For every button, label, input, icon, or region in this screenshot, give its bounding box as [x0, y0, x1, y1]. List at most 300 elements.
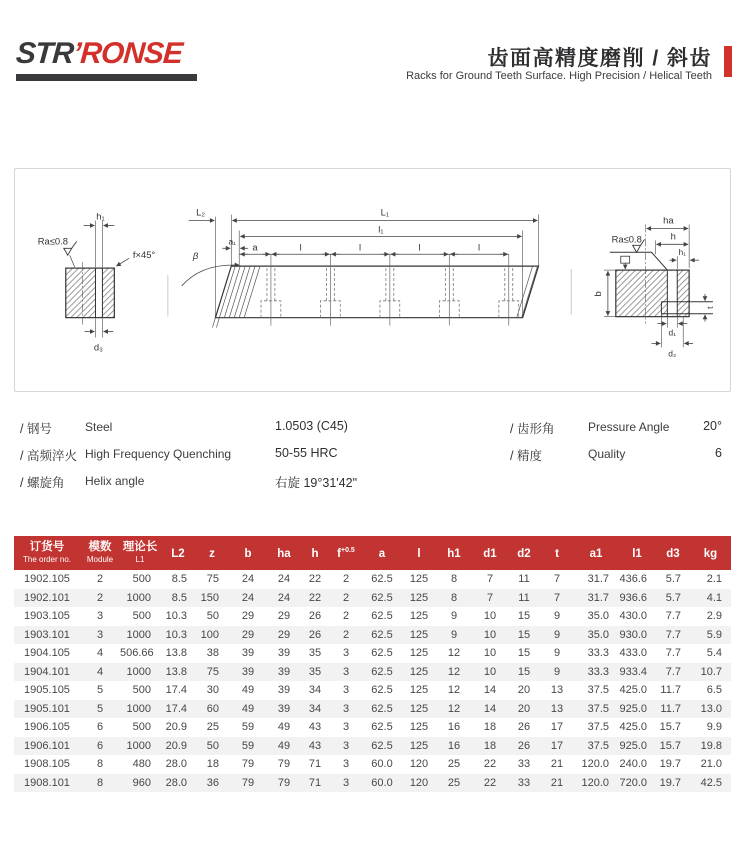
table-cell: 21.0: [700, 758, 722, 771]
table-cell: 38: [206, 647, 219, 660]
table-row: [14, 644, 731, 663]
table-cell: 425.0: [619, 721, 647, 734]
table-cell: 15: [517, 628, 531, 641]
table-cell: 71: [308, 758, 322, 771]
table-cell: 43: [308, 739, 322, 752]
table-cell: 49: [241, 702, 255, 715]
dim-d1-label: d₁: [668, 327, 677, 338]
table-cell: 35: [308, 647, 322, 660]
table-cell: 75: [206, 573, 219, 586]
table-cell: 13: [550, 684, 564, 697]
spec-helix-value: 右旋 19°31'42": [275, 476, 358, 490]
technical-drawing-panel: [14, 168, 731, 392]
column-header: L2: [160, 536, 196, 570]
table-cell: 2: [342, 573, 350, 586]
table-cell: 50: [206, 610, 219, 623]
column-header: l: [402, 536, 436, 570]
table-cell: 936.6: [619, 591, 647, 604]
table-cell: 19.8: [700, 739, 722, 752]
column-header: 理论长 L1: [120, 536, 160, 570]
table-cell: 5.4: [706, 647, 722, 660]
table-cell: 9: [553, 647, 561, 660]
table-cell: 240.0: [619, 758, 647, 771]
table-cell: 3: [342, 776, 350, 789]
table-cell: 60.0: [371, 776, 393, 789]
table-cell: 120.0: [581, 758, 609, 771]
table-cell: 62.5: [371, 684, 393, 697]
table-row: [14, 718, 731, 737]
table-cell: 71: [308, 776, 322, 789]
logo-wordmark: [15, 37, 198, 71]
table-cell: 20.9: [165, 739, 187, 752]
table-cell: 5: [96, 702, 104, 715]
table-cell: 37.5: [587, 739, 609, 752]
table-cell: 60.0: [371, 758, 393, 771]
table-cell: 14: [483, 684, 497, 697]
table-cell: 15: [517, 665, 531, 678]
table-cell: 2: [96, 573, 104, 586]
table-cell: 4: [96, 647, 104, 660]
table-cell: 8: [96, 776, 104, 789]
spec-quench-zh: / 高频淬火: [20, 449, 77, 463]
table-cell: 960: [132, 776, 151, 789]
table-cell: 25: [447, 776, 461, 789]
table-cell: 1902.105: [24, 573, 70, 586]
table-cell: 10.3: [165, 628, 187, 641]
right-section-view: [592, 215, 715, 359]
table-cell: 5.7: [665, 573, 681, 586]
table-cell: 5.9: [706, 628, 722, 641]
spec-helix-en: Helix angle: [85, 474, 145, 488]
table-cell: 150: [200, 591, 219, 604]
table-cell: 20: [517, 684, 531, 697]
column-header: kg: [690, 536, 731, 570]
table-cell: 36: [206, 776, 219, 789]
table-cell: 79: [241, 758, 255, 771]
dim-f45-label: f×45°: [132, 249, 156, 261]
table-cell: 1000: [126, 628, 151, 641]
table-row: [14, 607, 731, 626]
table-cell: 13: [550, 702, 564, 715]
table-cell: 62.5: [371, 702, 393, 715]
table-cell: 62.5: [371, 610, 393, 623]
table-cell: 1906.105: [24, 721, 70, 734]
table-cell: 12: [447, 702, 461, 715]
table-cell: 9.9: [706, 721, 722, 734]
table-cell: 3: [342, 665, 350, 678]
spec-quality-zh: / 精度: [510, 449, 542, 463]
spec-angle-zh: / 齿形角: [510, 422, 555, 436]
dim-l1-label: l₁: [378, 223, 384, 235]
table-cell: 17: [550, 721, 564, 734]
table-cell: 31.7: [587, 573, 609, 586]
table-cell: 62.5: [371, 591, 393, 604]
table-cell: 1905.105: [24, 684, 70, 697]
column-header: 模数 Module: [80, 536, 120, 570]
table-cell: 125: [409, 721, 429, 734]
table-cell: 8.5: [171, 573, 187, 586]
table-cell: 79: [277, 758, 291, 771]
table-cell: 925.0: [619, 702, 647, 715]
spec-steel-en: Steel: [85, 420, 113, 434]
table-cell: 1904.101: [24, 665, 70, 678]
table-row: [14, 681, 731, 700]
table-cell: 25: [447, 758, 461, 771]
spec-steel-value: 1.0503 (C45): [275, 419, 348, 433]
roughness-triangle-icon: [633, 245, 641, 252]
table-cell: 1906.101: [24, 739, 70, 752]
table-cell: 13.8: [165, 665, 187, 678]
table-cell: 17: [550, 739, 564, 752]
table-cell: 125: [409, 610, 429, 623]
table-cell: 15.7: [659, 739, 681, 752]
dim-l-label: l: [299, 241, 302, 253]
table-cell: 19.7: [659, 776, 681, 789]
table-cell: 39: [277, 684, 291, 697]
column-header: h: [300, 536, 330, 570]
title-accent-bar: [724, 46, 732, 77]
table-cell: 16: [447, 721, 461, 734]
table-cell: 30: [206, 684, 219, 697]
table-cell: 430.0: [619, 610, 647, 623]
table-cell: 43: [308, 721, 322, 734]
table-cell: 39: [277, 647, 291, 660]
table-cell: 9: [553, 610, 561, 623]
table-cell: 5: [96, 684, 104, 697]
table-cell: 13.0: [700, 702, 722, 715]
table-cell: 29: [241, 628, 255, 641]
table-cell: 39: [241, 665, 255, 678]
spec-angle-value: 20°: [703, 419, 722, 433]
table-cell: 3: [342, 758, 350, 771]
rack-side-view: [182, 207, 539, 328]
table-cell: 34: [308, 702, 322, 715]
table-cell: 24: [241, 591, 255, 604]
table-cell: 125: [409, 665, 429, 678]
column-header: a: [362, 536, 402, 570]
table-cell: 50: [206, 739, 219, 752]
table-cell: 1000: [126, 739, 151, 752]
spec-helix-zh: / 螺旋角: [20, 476, 65, 490]
left-section-view: [38, 211, 156, 353]
table-cell: 12: [447, 684, 461, 697]
table-cell: 7: [486, 573, 494, 586]
table-cell: 2: [342, 591, 350, 604]
table-cell: 19.7: [659, 758, 681, 771]
table-cell: 62.5: [371, 647, 393, 660]
table-cell: 500: [132, 721, 151, 734]
table-cell: 10: [483, 647, 497, 660]
table-cell: 500: [132, 573, 151, 586]
spec-quench-value: 50-55 HRC: [275, 446, 338, 460]
table-row: [14, 626, 731, 645]
table-cell: 33: [517, 776, 531, 789]
dim-b-label: b: [591, 291, 603, 297]
dim-a1-label: a₁: [228, 236, 237, 247]
table-cell: 120: [409, 758, 429, 771]
table-cell: 35.0: [587, 628, 609, 641]
table-cell: 120: [409, 776, 429, 789]
column-header: 订货号 The order no.: [14, 536, 80, 570]
table-cell: 26: [517, 739, 531, 752]
table-row: [14, 589, 731, 608]
table-cell: 37.5: [587, 702, 609, 715]
table-cell: 14: [483, 702, 497, 715]
table-body: [14, 570, 731, 792]
table-cell: 1903.101: [24, 628, 70, 641]
table-cell: 59: [241, 739, 255, 752]
dim-d2-label: d₂: [668, 348, 677, 359]
table-cell: 37.5: [587, 721, 609, 734]
table-cell: 10: [483, 628, 497, 641]
table-cell: 26: [308, 610, 322, 623]
table-cell: 28.0: [165, 758, 187, 771]
column-header: $f^{+0.5}$: [330, 536, 362, 570]
table-cell: 3: [342, 684, 350, 697]
table-cell: 506.66: [120, 647, 154, 660]
table-cell: 7.7: [665, 628, 681, 641]
table-cell: 3: [342, 721, 350, 734]
table-cell: 125: [409, 702, 429, 715]
table-cell: 79: [277, 776, 291, 789]
table-cell: 100: [200, 628, 219, 641]
table-cell: 62.5: [371, 665, 393, 678]
table-row: [14, 755, 731, 774]
table-cell: 17.4: [165, 684, 187, 697]
table-cell: 29: [277, 628, 291, 641]
column-header: d3: [656, 536, 690, 570]
roughness-label: Ra≤0.8: [37, 235, 69, 247]
spec-quality-en: Quality: [588, 447, 626, 461]
table-cell: 4: [96, 665, 104, 678]
table-cell: 39: [241, 647, 255, 660]
column-header: ha: [268, 536, 300, 570]
table-cell: 125: [409, 684, 429, 697]
table-cell: 933.4: [619, 665, 647, 678]
table-cell: 120.0: [581, 776, 609, 789]
table-cell: 35.0: [587, 610, 609, 623]
table-cell: 7.7: [665, 610, 681, 623]
table-cell: 31.7: [587, 591, 609, 604]
dim-t-label: t: [704, 306, 715, 309]
spec-angle-en: Pressure Angle: [588, 420, 670, 434]
table-cell: 2: [96, 591, 104, 604]
table-cell: 3: [96, 610, 104, 623]
table-cell: 10: [483, 610, 497, 623]
table-cell: 5.7: [665, 591, 681, 604]
table-cell: 22: [308, 573, 322, 586]
table-cell: 500: [132, 610, 151, 623]
table-cell: 433.0: [619, 647, 647, 660]
roughness-triangle-icon: [64, 248, 72, 255]
table-cell: 500: [132, 684, 151, 697]
table-cell: 34: [308, 684, 322, 697]
column-header: d2: [508, 536, 540, 570]
table-row: [14, 700, 731, 719]
table-cell: 20.9: [165, 721, 187, 734]
table-cell: 35: [308, 665, 322, 678]
table-cell: 49: [277, 739, 291, 752]
table-cell: 26: [308, 628, 322, 641]
table-cell: 16: [447, 739, 461, 752]
table-row: [14, 570, 731, 589]
dim-h1-label: h₁: [678, 247, 686, 258]
table-cell: 4.1: [706, 591, 722, 604]
table-cell: 6: [96, 721, 104, 734]
table-cell: 24: [277, 591, 291, 604]
dim-d3-label: d₃: [93, 341, 103, 353]
table-cell: 9: [553, 665, 561, 678]
table-cell: 62.5: [371, 628, 393, 641]
table-cell: 6.5: [706, 684, 722, 697]
table-cell: 75: [206, 665, 219, 678]
table-cell: 17.4: [165, 702, 187, 715]
table-cell: 7.7: [665, 647, 681, 660]
table-cell: 59: [241, 721, 255, 734]
brand-logo: [16, 37, 197, 81]
table-cell: 3: [342, 739, 350, 752]
table-cell: 9: [450, 610, 458, 623]
table-cell: 28.0: [165, 776, 187, 789]
column-header: a1: [574, 536, 618, 570]
table-cell: 62.5: [371, 739, 393, 752]
table-cell: 11.7: [660, 684, 681, 697]
table-cell: 49: [277, 721, 291, 734]
table-cell: 11: [518, 573, 530, 586]
dim-l-label: l: [359, 241, 362, 253]
dim-a-label: a: [252, 241, 258, 253]
product-data-table: [14, 536, 731, 792]
table-cell: 125: [409, 573, 429, 586]
table-cell: 8: [96, 758, 104, 771]
table-cell: 2.9: [706, 610, 722, 623]
table-cell: 3: [342, 647, 350, 660]
table-cell: 9: [450, 628, 458, 641]
table-cell: 33.3: [587, 647, 609, 660]
table-cell: 125: [409, 591, 429, 604]
table-cell: 37.5: [587, 684, 609, 697]
dim-h1-label: h₁: [96, 210, 105, 222]
table-cell: 7: [553, 573, 561, 586]
column-header: z: [196, 536, 228, 570]
logo-underline-bar: [16, 74, 197, 81]
table-cell: 1000: [126, 591, 151, 604]
dim-L2-label: L₂: [196, 206, 205, 218]
table-cell: 1908.105: [24, 758, 70, 771]
datum-symbol-icon: [621, 256, 630, 263]
table-cell: 1904.105: [24, 647, 70, 660]
table-cell: 13.8: [165, 647, 187, 660]
table-cell: 12: [447, 647, 461, 660]
dim-ha-label: ha: [663, 214, 674, 226]
table-cell: 29: [241, 610, 255, 623]
table-cell: 10: [483, 665, 497, 678]
dim-L1-label: L₁: [380, 206, 390, 218]
table-cell: 7.7: [665, 665, 681, 678]
table-cell: 2: [342, 610, 350, 623]
logo-suffix: ’RONSE: [71, 37, 184, 70]
table-cell: 1908.101: [24, 776, 70, 789]
table-cell: 39: [277, 702, 291, 715]
table-cell: 480: [132, 758, 151, 771]
column-header: l1: [618, 536, 656, 570]
table-cell: 33.3: [587, 665, 609, 678]
logo-prefix: STR: [14, 37, 75, 70]
table-cell: 22: [483, 776, 497, 789]
table-cell: 8: [450, 591, 458, 604]
table-cell: 1902.101: [24, 591, 70, 604]
table-cell: 2.1: [706, 573, 722, 586]
table-cell: 125: [409, 739, 429, 752]
table-row: [14, 663, 731, 682]
table-cell: 11.7: [660, 702, 681, 715]
table-cell: 11: [518, 591, 530, 604]
table-cell: 26: [517, 721, 531, 734]
column-header: b: [228, 536, 268, 570]
table-cell: 436.6: [619, 573, 647, 586]
dim-l-label: l: [477, 241, 481, 253]
table-cell: 925.0: [619, 739, 647, 752]
table-cell: 49: [241, 684, 255, 697]
table-cell: 2: [342, 628, 350, 641]
table-cell: 425.0: [619, 684, 647, 697]
page-subtitle: Racks for Ground Teeth Surface. High Precision / Helical Teeth: [406, 70, 712, 82]
table-row: [14, 774, 731, 793]
dim-beta-label: β: [192, 250, 199, 262]
table-cell: 60: [206, 702, 219, 715]
rack-technical-drawing: [15, 169, 730, 391]
table-cell: 1000: [126, 665, 151, 678]
table-cell: 33: [517, 758, 531, 771]
table-cell: 15: [517, 647, 531, 660]
roughness-label: Ra≤0.8: [611, 233, 642, 245]
table-cell: 42.5: [700, 776, 722, 789]
table-cell: 62.5: [371, 721, 393, 734]
table-cell: 39: [277, 665, 291, 678]
table-cell: 15: [517, 610, 531, 623]
table-cell: 29: [277, 610, 291, 623]
page-title: 齿面高精度磨削 / 斜齿: [487, 47, 712, 70]
table-cell: 7: [486, 591, 494, 604]
column-header: h1: [436, 536, 472, 570]
table-row: [14, 737, 731, 756]
table-cell: 3: [342, 702, 350, 715]
column-header: d1: [472, 536, 508, 570]
table-cell: 10.7: [700, 665, 722, 678]
table-cell: 18: [483, 721, 497, 734]
table-cell: 125: [409, 647, 429, 660]
table-cell: 20: [517, 702, 531, 715]
table-cell: 9: [553, 628, 561, 641]
table-cell: 25: [206, 721, 219, 734]
table-cell: 21: [550, 776, 564, 789]
spec-quality-value: 6: [715, 446, 722, 460]
table-cell: 1903.105: [24, 610, 70, 623]
table-cell: 930.0: [619, 628, 647, 641]
table-cell: 22: [308, 591, 322, 604]
table-cell: 7: [553, 591, 561, 604]
table-cell: 12: [447, 665, 461, 678]
column-header: t: [540, 536, 574, 570]
table-cell: 18: [483, 739, 497, 752]
table-cell: 18: [206, 758, 219, 771]
table-cell: 21: [550, 758, 564, 771]
table-header: [14, 536, 731, 570]
table-cell: 22: [483, 758, 497, 771]
table-cell: 6: [96, 739, 104, 752]
spec-quench-en: High Frequency Quenching: [85, 447, 232, 461]
table-cell: 24: [277, 573, 291, 586]
